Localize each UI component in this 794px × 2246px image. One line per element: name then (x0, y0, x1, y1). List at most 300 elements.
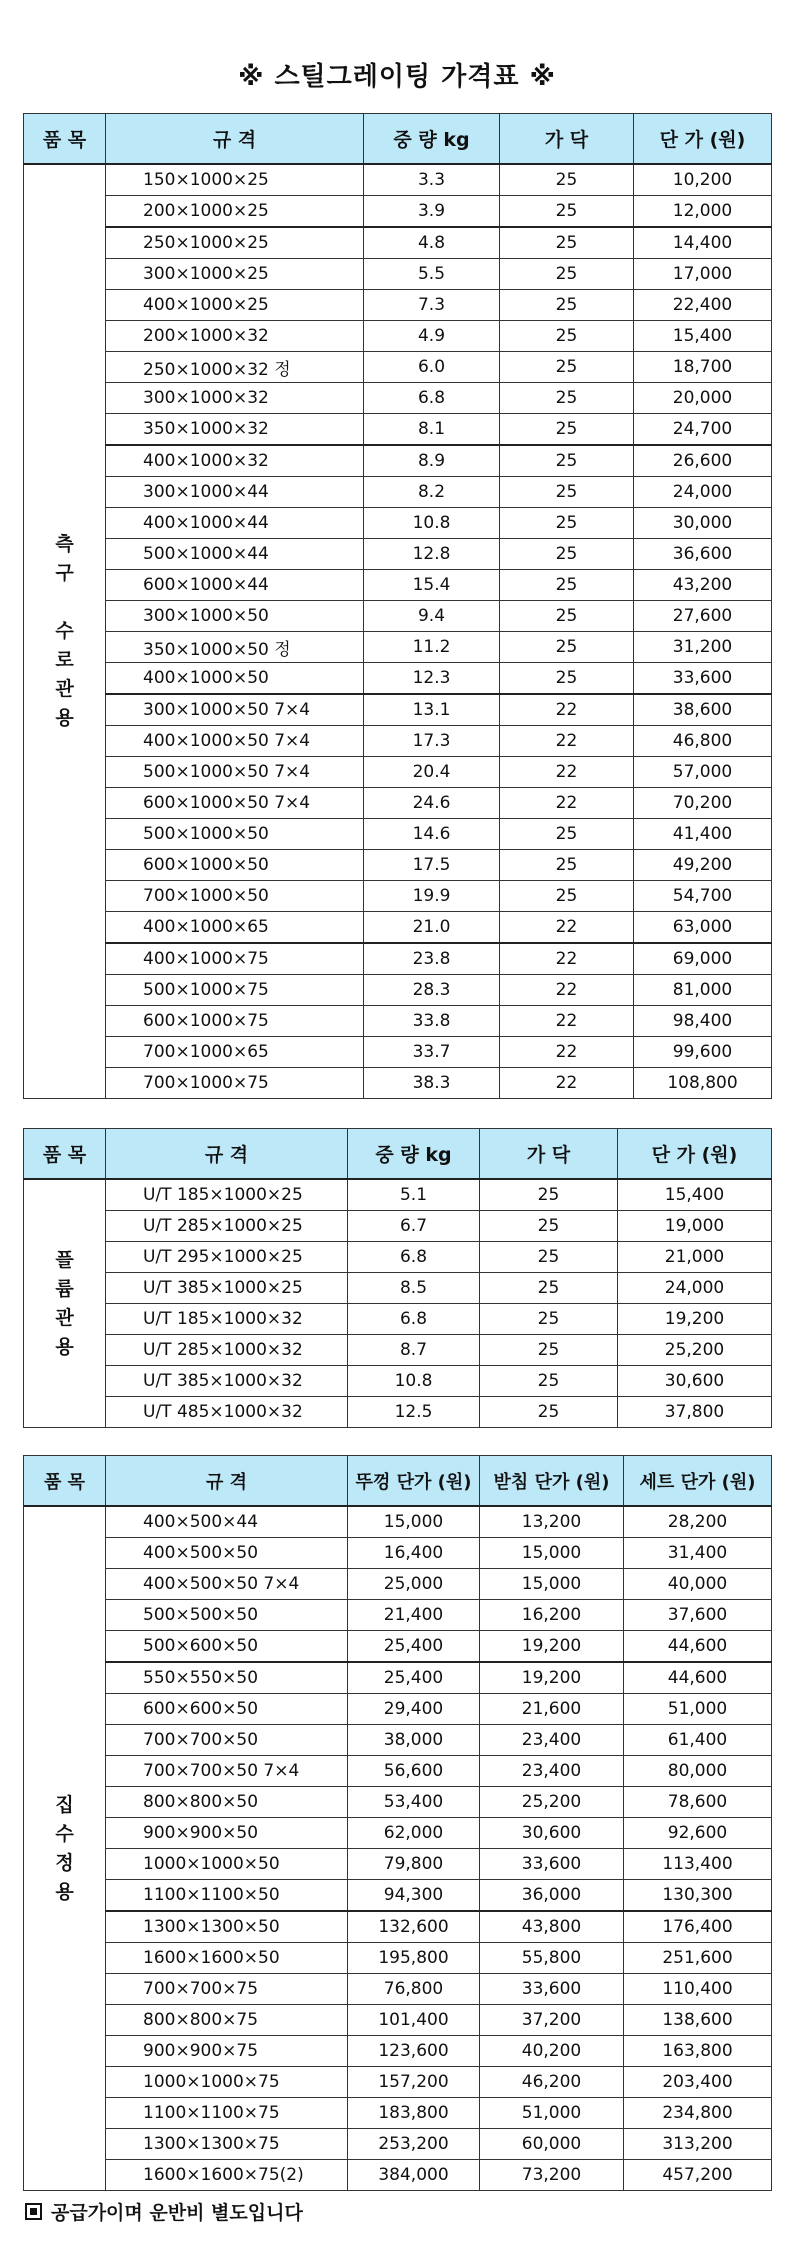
table-row (24, 912, 772, 944)
value-cell: 5.1 (348, 1179, 480, 1211)
value-cell: 21.0 (364, 912, 500, 944)
value-cell: 25 (480, 1304, 618, 1335)
value-cell: 22 (500, 757, 634, 788)
value-cell: 17,000 (634, 259, 772, 290)
table-row (24, 1006, 772, 1037)
value-cell: 108,800 (634, 1068, 772, 1099)
value-cell: 101,400 (348, 2005, 480, 2036)
spec-cell: 700×1000×65 (106, 1037, 364, 1068)
value-cell: 37,800 (618, 1397, 772, 1428)
table-row (24, 1569, 772, 1600)
table-row (24, 757, 772, 788)
spec-cell: 600×1000×50 (106, 850, 364, 881)
table-row (24, 850, 772, 881)
price-table-drainage (23, 113, 772, 1099)
spec-cell: U/T 285×1000×25 (106, 1211, 348, 1242)
value-cell: 30,600 (618, 1366, 772, 1397)
value-cell: 25 (500, 632, 634, 663)
value-cell: 51,000 (624, 1694, 772, 1725)
table-row (24, 788, 772, 819)
value-cell: 33,600 (480, 1974, 624, 2005)
table-row (24, 1694, 772, 1725)
value-cell: 21,600 (480, 1694, 624, 1725)
value-cell: 38.3 (364, 1068, 500, 1099)
value-cell: 25 (500, 164, 634, 196)
table-row (24, 2005, 772, 2036)
value-cell: 6.8 (348, 1242, 480, 1273)
spec-cell: 400×1000×44 (106, 508, 364, 539)
value-cell: 46,800 (634, 726, 772, 757)
value-cell: 25 (500, 539, 634, 570)
value-cell: 4.8 (364, 227, 500, 259)
value-cell: 14,400 (634, 227, 772, 259)
value-cell: 25,200 (618, 1335, 772, 1366)
spec-cell: 800×800×50 (106, 1787, 348, 1818)
table-row (24, 1397, 772, 1428)
column-header: 가 닥 (500, 114, 634, 165)
value-cell: 36,600 (634, 539, 772, 570)
value-cell: 25 (500, 321, 634, 352)
value-cell: 70,200 (634, 788, 772, 819)
value-cell: 25 (480, 1366, 618, 1397)
table-row (24, 352, 772, 383)
value-cell: 76,800 (348, 1974, 480, 2005)
value-cell: 63,000 (634, 912, 772, 944)
value-cell: 22 (500, 912, 634, 944)
spec-cell: 400×1000×25 (106, 290, 364, 321)
value-cell: 19,200 (480, 1631, 624, 1663)
value-cell: 98,400 (634, 1006, 772, 1037)
table-row (24, 1631, 772, 1663)
value-cell: 6.7 (348, 1211, 480, 1242)
value-cell: 61,400 (624, 1725, 772, 1756)
spec-cell: 900×900×75 (106, 2036, 348, 2067)
table-row (24, 2160, 772, 2191)
spec-cell: 300×1000×50 (106, 601, 364, 632)
table-row (24, 1600, 772, 1631)
table-row (24, 508, 772, 539)
column-header: 단 가 (원) (634, 114, 772, 165)
value-cell: 28,200 (624, 1506, 772, 1538)
value-cell: 57,000 (634, 757, 772, 788)
value-cell: 25 (500, 477, 634, 508)
value-cell: 62,000 (348, 1818, 480, 1849)
value-cell: 25 (500, 227, 634, 259)
value-cell: 25,400 (348, 1631, 480, 1663)
value-cell: 10.8 (348, 1366, 480, 1397)
value-cell: 26,600 (634, 445, 772, 477)
value-cell: 81,000 (634, 975, 772, 1006)
table-row (24, 1787, 772, 1818)
value-cell: 9.4 (364, 601, 500, 632)
spec-cell: 500×600×50 (106, 1631, 348, 1663)
table-row (24, 1179, 772, 1211)
value-cell: 4.9 (364, 321, 500, 352)
value-cell: 25 (500, 850, 634, 881)
value-cell: 30,600 (480, 1818, 624, 1849)
spec-cell: 500×1000×75 (106, 975, 364, 1006)
footnote-text: 공급가이며 운반비 별도입니다 (51, 2202, 303, 2224)
value-cell: 163,800 (624, 2036, 772, 2067)
table-row (24, 1974, 772, 2005)
spec-cell: 300×1000×50 7×4 (106, 694, 364, 726)
value-cell: 251,600 (624, 1943, 772, 1974)
value-cell: 130,300 (624, 1880, 772, 1912)
value-cell: 78,600 (624, 1787, 772, 1818)
value-cell: 25 (500, 414, 634, 446)
spec-cell: 350×1000×32 (106, 414, 364, 446)
column-header: 중 량 kg (348, 1129, 480, 1180)
value-cell: 37,600 (624, 1600, 772, 1631)
value-cell: 25 (500, 445, 634, 477)
spec-cell: 200×1000×32 (106, 321, 364, 352)
table-row (24, 1725, 772, 1756)
value-cell: 15,000 (348, 1506, 480, 1538)
column-header: 품 목 (24, 1129, 106, 1180)
value-cell: 31,400 (624, 1538, 772, 1569)
table-header-row (24, 114, 772, 165)
value-cell: 6.0 (364, 352, 500, 383)
value-cell: 22 (500, 1037, 634, 1068)
value-cell: 38,600 (634, 694, 772, 726)
value-cell: 6.8 (364, 383, 500, 414)
value-cell: 25 (500, 290, 634, 321)
spec-cell: 400×1000×65 (106, 912, 364, 944)
value-cell: 22 (500, 975, 634, 1006)
table-row (24, 164, 772, 196)
category-label: 플 륨 관 용 (24, 1179, 106, 1428)
table-header-row (24, 1129, 772, 1180)
value-cell: 99,600 (634, 1037, 772, 1068)
table-row (24, 663, 772, 695)
value-cell: 8.2 (364, 477, 500, 508)
value-cell: 46,200 (480, 2067, 624, 2098)
spec-cell: 1000×1000×50 (106, 1849, 348, 1880)
spec-cell: 700×1000×75 (106, 1068, 364, 1099)
table-row (24, 477, 772, 508)
value-cell: 13,200 (480, 1506, 624, 1538)
value-cell: 176,400 (624, 1911, 772, 1943)
value-cell: 15,000 (480, 1569, 624, 1600)
value-cell: 44,600 (624, 1631, 772, 1663)
value-cell: 25 (500, 663, 634, 695)
spec-cell: 400×1000×50 7×4 (106, 726, 364, 757)
value-cell: 10,200 (634, 164, 772, 196)
value-cell: 19,200 (618, 1304, 772, 1335)
value-cell: 19,000 (618, 1211, 772, 1242)
value-cell: 24,000 (634, 477, 772, 508)
spec-cell: 300×1000×25 (106, 259, 364, 290)
value-cell: 31,200 (634, 632, 772, 663)
value-cell: 19.9 (364, 881, 500, 912)
value-cell: 55,800 (480, 1943, 624, 1974)
value-cell: 253,200 (348, 2129, 480, 2160)
value-cell: 56,600 (348, 1756, 480, 1787)
spec-cell: 250×1000×32 정 (106, 352, 364, 383)
table-row (24, 601, 772, 632)
value-cell: 22 (500, 694, 634, 726)
value-cell: 60,000 (480, 2129, 624, 2160)
page-title: ※ 스틸그레이팅 가격표 ※ (238, 62, 556, 92)
value-cell: 384,000 (348, 2160, 480, 2191)
value-cell: 22 (500, 943, 634, 975)
value-cell: 20,000 (634, 383, 772, 414)
spec-cell: 200×1000×25 (106, 196, 364, 228)
value-cell: 10.8 (364, 508, 500, 539)
value-cell: 195,800 (348, 1943, 480, 1974)
spec-cell: U/T 385×1000×25 (106, 1273, 348, 1304)
spec-cell: 400×1000×75 (106, 943, 364, 975)
spec-cell: U/T 185×1000×25 (106, 1179, 348, 1211)
value-cell: 8.9 (364, 445, 500, 477)
value-cell: 92,600 (624, 1818, 772, 1849)
spec-cell: U/T 185×1000×32 (106, 1304, 348, 1335)
column-header: 중 량 kg (364, 114, 500, 165)
value-cell: 203,400 (624, 2067, 772, 2098)
value-cell: 20.4 (364, 757, 500, 788)
category-label: 측 구 수 로 관 용 (24, 164, 106, 1099)
column-header: 품 목 (24, 114, 106, 165)
spec-cell: 400×500×50 7×4 (106, 1569, 348, 1600)
value-cell: 36,000 (480, 1880, 624, 1912)
table-row (24, 1538, 772, 1569)
value-cell: 3.3 (364, 164, 500, 196)
column-header: 가 닥 (480, 1129, 618, 1180)
value-cell: 29,400 (348, 1694, 480, 1725)
value-cell: 43,200 (634, 570, 772, 601)
value-cell: 25 (480, 1397, 618, 1428)
category-label: 집 수 정 용 (24, 1506, 106, 2191)
table-row (24, 1880, 772, 1912)
value-cell: 25 (500, 259, 634, 290)
spec-cell: 300×1000×32 (106, 383, 364, 414)
table-row (24, 570, 772, 601)
value-cell: 25,400 (348, 1662, 480, 1694)
column-header: 단 가 (원) (618, 1129, 772, 1180)
spec-cell: 1300×1300×75 (106, 2129, 348, 2160)
spec-cell: 700×700×75 (106, 1974, 348, 2005)
value-cell: 27,600 (634, 601, 772, 632)
value-cell: 17.5 (364, 850, 500, 881)
value-cell: 38,000 (348, 1725, 480, 1756)
value-cell: 24,000 (618, 1273, 772, 1304)
spec-cell: 300×1000×44 (106, 477, 364, 508)
value-cell: 113,400 (624, 1849, 772, 1880)
spec-cell: 700×700×50 7×4 (106, 1756, 348, 1787)
table-header-row (24, 1456, 772, 1507)
spec-cell: 1600×1600×75(2) (106, 2160, 348, 2191)
value-cell: 22 (500, 726, 634, 757)
table-row (24, 227, 772, 259)
spec-cell: 600×1000×50 7×4 (106, 788, 364, 819)
spec-cell: 400×1000×32 (106, 445, 364, 477)
column-header: 품 목 (24, 1456, 106, 1507)
spec-cell: 900×900×50 (106, 1818, 348, 1849)
table-row (24, 1335, 772, 1366)
value-cell: 25 (500, 819, 634, 850)
value-cell: 5.5 (364, 259, 500, 290)
value-cell: 234,800 (624, 2098, 772, 2129)
table-row (24, 321, 772, 352)
value-cell: 25 (500, 352, 634, 383)
value-cell: 80,000 (624, 1756, 772, 1787)
spec-cell: 600×600×50 (106, 1694, 348, 1725)
table-row (24, 1273, 772, 1304)
value-cell: 15.4 (364, 570, 500, 601)
table-row (24, 1911, 772, 1943)
value-cell: 22 (500, 1068, 634, 1099)
value-cell: 23.8 (364, 943, 500, 975)
value-cell: 33,600 (480, 1849, 624, 1880)
value-cell: 138,600 (624, 2005, 772, 2036)
table-row (24, 1304, 772, 1335)
value-cell: 40,200 (480, 2036, 624, 2067)
value-cell: 94,300 (348, 1880, 480, 1912)
value-cell: 49,200 (634, 850, 772, 881)
value-cell: 25 (480, 1242, 618, 1273)
column-header: 규 격 (106, 1129, 348, 1180)
value-cell: 8.1 (364, 414, 500, 446)
table-row (24, 632, 772, 663)
value-cell: 457,200 (624, 2160, 772, 2191)
value-cell: 25 (480, 1179, 618, 1211)
value-cell: 25 (480, 1335, 618, 1366)
value-cell: 21,400 (348, 1600, 480, 1631)
column-header: 규 격 (106, 1456, 348, 1507)
value-cell: 157,200 (348, 2067, 480, 2098)
value-cell: 25 (500, 196, 634, 228)
value-cell: 73,200 (480, 2160, 624, 2191)
spec-cell: 1600×1600×50 (106, 1943, 348, 1974)
spec-cell: 500×1000×50 7×4 (106, 757, 364, 788)
table-row (24, 290, 772, 321)
value-cell: 24.6 (364, 788, 500, 819)
value-cell: 44,600 (624, 1662, 772, 1694)
value-cell: 16,200 (480, 1600, 624, 1631)
value-cell: 21,000 (618, 1242, 772, 1273)
table-row (24, 383, 772, 414)
value-cell: 22 (500, 788, 634, 819)
value-cell: 6.8 (348, 1304, 480, 1335)
table-row (24, 196, 772, 228)
table-row (24, 2129, 772, 2160)
table-row (24, 2067, 772, 2098)
value-cell: 25 (500, 601, 634, 632)
value-cell: 25 (500, 508, 634, 539)
value-cell: 25,200 (480, 1787, 624, 1818)
table-row (24, 414, 772, 446)
value-cell: 53,400 (348, 1787, 480, 1818)
table-row (24, 1068, 772, 1099)
spec-cell: 700×700×50 (106, 1725, 348, 1756)
table-row (24, 259, 772, 290)
value-cell: 30,000 (634, 508, 772, 539)
table-row (24, 819, 772, 850)
value-cell: 33.8 (364, 1006, 500, 1037)
table-row (24, 726, 772, 757)
value-cell: 3.9 (364, 196, 500, 228)
spec-cell: 1100×1100×50 (106, 1880, 348, 1912)
table-row (24, 1211, 772, 1242)
square-bullet-icon (25, 2203, 42, 2220)
table-row (24, 1849, 772, 1880)
value-cell: 8.7 (348, 1335, 480, 1366)
spec-cell: 400×500×50 (106, 1538, 348, 1569)
value-cell: 8.5 (348, 1273, 480, 1304)
value-cell: 25 (500, 570, 634, 601)
value-cell: 25 (500, 383, 634, 414)
spec-cell: 500×1000×50 (106, 819, 364, 850)
value-cell: 51,000 (480, 2098, 624, 2129)
value-cell: 37,200 (480, 2005, 624, 2036)
spec-cell: 600×1000×44 (106, 570, 364, 601)
column-header: 받침 단가 (원) (480, 1456, 624, 1507)
spec-cell: U/T 295×1000×25 (106, 1242, 348, 1273)
column-header: 세트 단가 (원) (624, 1456, 772, 1507)
spec-cell: U/T 285×1000×32 (106, 1335, 348, 1366)
value-cell: 22 (500, 1006, 634, 1037)
value-cell: 28.3 (364, 975, 500, 1006)
value-cell: 23,400 (480, 1756, 624, 1787)
value-cell: 33.7 (364, 1037, 500, 1068)
table-row (24, 1037, 772, 1068)
value-cell: 7.3 (364, 290, 500, 321)
table-row (24, 2098, 772, 2129)
spec-cell: 500×500×50 (106, 1600, 348, 1631)
value-cell: 313,200 (624, 2129, 772, 2160)
table-row (24, 975, 772, 1006)
price-table-flume (23, 1128, 772, 1428)
table-row (24, 1506, 772, 1538)
table-row (24, 694, 772, 726)
value-cell: 17.3 (364, 726, 500, 757)
value-cell: 54,700 (634, 881, 772, 912)
footnote (25, 2198, 303, 2225)
spec-cell: 800×800×75 (106, 2005, 348, 2036)
value-cell: 14.6 (364, 819, 500, 850)
value-cell: 123,600 (348, 2036, 480, 2067)
value-cell: 15,000 (480, 1538, 624, 1569)
table-row (24, 2036, 772, 2067)
spec-cell: 550×550×50 (106, 1662, 348, 1694)
value-cell: 12.5 (348, 1397, 480, 1428)
spec-cell: U/T 485×1000×32 (106, 1397, 348, 1428)
value-cell: 25,000 (348, 1569, 480, 1600)
table-row (24, 539, 772, 570)
spec-cell: 350×1000×50 정 (106, 632, 364, 663)
value-cell: 24,700 (634, 414, 772, 446)
spec-cell: 150×1000×25 (106, 164, 364, 196)
spec-cell: 250×1000×25 (106, 227, 364, 259)
table-row (24, 1366, 772, 1397)
value-cell: 12,000 (634, 196, 772, 228)
value-cell: 23,400 (480, 1725, 624, 1756)
table-row (24, 1818, 772, 1849)
spec-cell: 400×500×44 (106, 1506, 348, 1538)
value-cell: 43,800 (480, 1911, 624, 1943)
table-row (24, 1242, 772, 1273)
value-cell: 19,200 (480, 1662, 624, 1694)
spec-cell: 1300×1300×50 (106, 1911, 348, 1943)
value-cell: 16,400 (348, 1538, 480, 1569)
table-row (24, 445, 772, 477)
value-cell: 11.2 (364, 632, 500, 663)
value-cell: 18,700 (634, 352, 772, 383)
spec-cell: 700×1000×50 (106, 881, 364, 912)
value-cell: 79,800 (348, 1849, 480, 1880)
value-cell: 15,400 (634, 321, 772, 352)
value-cell: 25 (480, 1211, 618, 1242)
